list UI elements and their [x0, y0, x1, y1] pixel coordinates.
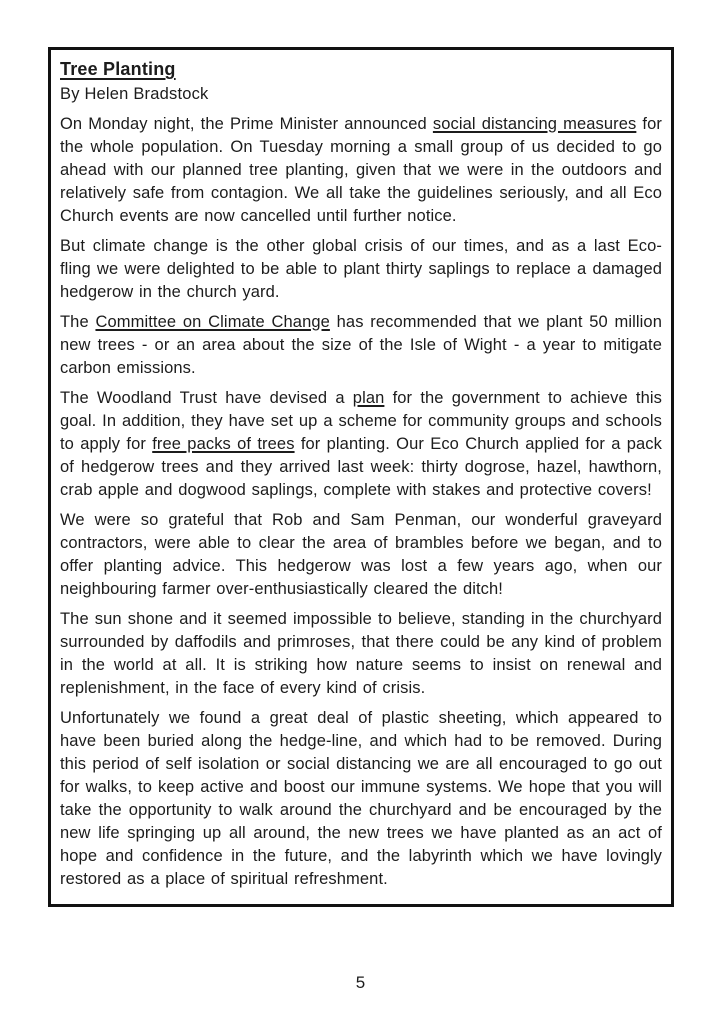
text-segment: The Woodland Trust have devised a: [60, 389, 353, 407]
paragraph: [60, 509, 662, 601]
paragraph: [60, 311, 662, 380]
underlined-phrase: plan: [352, 389, 385, 407]
page-number: 5: [355, 973, 366, 992]
paragraph: [60, 608, 662, 700]
article-title: Tree Planting: [60, 59, 176, 79]
text-segment: for planting. Our Eco Church applied for a pack of hedgerow trees and they arrived last week: thirty dogrose, hazel, hawthorn, crab apple and dogwood saplings, complete with stakes and protective covers!: [60, 435, 662, 499]
paragraph: [60, 707, 662, 891]
article-frame: [48, 47, 674, 907]
text-segment: The sun shone and it seemed impossible to believe, standing in the churchyard surrounded by daffodils and primroses, that there could be any kind of problem in the world at all. It is striking how nature seems to insist on renewal and replenishment, in the face of every kind of crisis.: [60, 610, 662, 697]
paragraph: [60, 387, 662, 502]
text-segment: On Monday night, the Prime Minister announced: [60, 115, 433, 133]
text-segment: for the government to achieve this goal. In addition, they have set up a scheme for community groups and schools to apply for: [60, 389, 662, 453]
paragraph: [60, 113, 662, 228]
text-segment: The: [60, 313, 96, 331]
article-body: [60, 113, 662, 891]
article-byline: By Helen Bradstock: [60, 85, 209, 103]
text-segment: has recommended that we plant 50 million new trees - or an area about the size of the Isle of Wight - a year to mitigate carbon emissions.: [60, 313, 662, 377]
underlined-phrase: social distancing measures: [432, 115, 637, 133]
underlined-phrase: free packs of trees: [152, 435, 295, 453]
paragraph: [60, 235, 662, 304]
text-segment: for the whole population. On Tuesday morning a small group of us decided to go ahead with our planned tree planting, given that we were in the outdoors and relatively safe from contagion. We all take the guidelines seriously, and all Eco Church events are now cancelled until further notice.: [60, 115, 662, 225]
text-segment: But climate change is the other global crisis of our times, and as a last Eco-fling we were delighted to be able to plant thirty saplings to replace a damaged hedgerow in the church yard.: [60, 237, 662, 301]
underlined-phrase: Committee on Climate Change: [95, 313, 330, 331]
text-segment: We were so grateful that Rob and Sam Penman, our wonderful graveyard contractors, were able to clear the area of brambles before we began, and to offer planting advice. This hedgerow was lost a few years ago, when our neighbouring farmer over-enthusiastically cleared the ditch!: [60, 511, 662, 598]
text-segment: Unfortunately we found a great deal of plastic sheeting, which appeared to have been buried along the hedge-line, and which had to be removed. During this period of self isolation or social distancing we are all encouraged to go out for walks, to keep active and boost our immune systems. We hope that you will take the opportunity to walk around the churchyard and be encouraged by the new life springing up all around, the new trees we have planted as an act of hope and confidence in the future, and the labyrinth which we have lovingly restored as a place of spiritual refreshment.: [60, 709, 662, 888]
